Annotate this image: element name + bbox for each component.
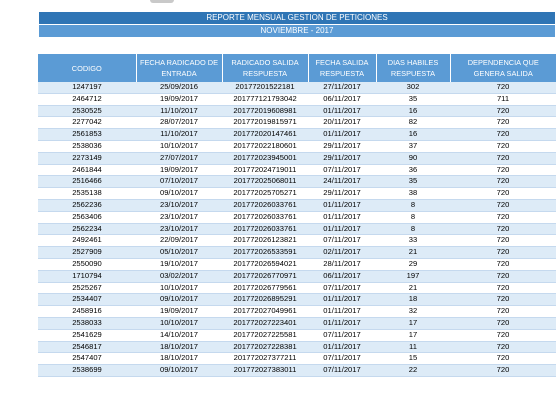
cell-fecha-salida: 07/11/2017 (308, 164, 376, 176)
cell-radicado-salida: 201772026033761 (222, 199, 308, 211)
cell-codigo: 1710794 (38, 270, 136, 282)
cell-dependencia: 720 (450, 211, 556, 223)
spacer-row (38, 38, 556, 54)
cell-dias-habiles: 21 (376, 247, 450, 259)
cell-codigo: 2525267 (38, 282, 136, 294)
table-row (38, 270, 556, 282)
cell-radicado-salida: 201772023945001 (222, 152, 308, 164)
report-period: NOVIEMBRE - 2017 (38, 24, 556, 38)
cell-dias-habiles: 8 (376, 199, 450, 211)
table-row (38, 235, 556, 247)
cell-fecha-radicado: 19/09/2017 (136, 164, 222, 176)
cell-radicado-salida: 201772025068011 (222, 176, 308, 188)
cell-dependencia: 720 (450, 105, 556, 117)
cell-dias-habiles: 22 (376, 365, 450, 377)
table-row (38, 164, 556, 176)
cell-codigo: 2527909 (38, 247, 136, 259)
table-row (38, 258, 556, 270)
cell-fecha-salida: 07/11/2017 (308, 282, 376, 294)
cell-dependencia: 720 (450, 294, 556, 306)
cell-fecha-radicado: 11/10/2017 (136, 129, 222, 141)
cell-dependencia: 720 (450, 306, 556, 318)
cell-radicado-salida: 201772027228381 (222, 341, 308, 353)
cell-dependencia: 720 (450, 341, 556, 353)
cell-dias-habiles: 8 (376, 223, 450, 235)
cell-dias-habiles: 90 (376, 152, 450, 164)
cell-fecha-radicado: 22/09/2017 (136, 235, 222, 247)
header-row (38, 54, 556, 82)
cell-dependencia: 720 (450, 247, 556, 259)
cell-radicado-salida: 201772019608981 (222, 105, 308, 117)
report-sheet (38, 11, 556, 377)
cell-codigo: 2538699 (38, 365, 136, 377)
cell-fecha-salida: 01/11/2017 (308, 129, 376, 141)
cell-fecha-radicado: 09/10/2017 (136, 188, 222, 200)
cell-radicado-salida: 201772026895291 (222, 294, 308, 306)
header-dependencia: DEPENDENCIA QUE GENERA SALIDA (450, 54, 556, 82)
cell-fecha-radicado: 23/10/2017 (136, 199, 222, 211)
header-codigo: CODIGO (38, 54, 136, 82)
cell-radicado-salida: 201772027377211 (222, 353, 308, 365)
cell-fecha-salida: 01/11/2017 (308, 341, 376, 353)
cell-radicado-salida: 201772019815971 (222, 117, 308, 129)
report-title: REPORTE MENSUAL GESTION DE PETICIONES (38, 11, 556, 24)
cell-dias-habiles: 17 (376, 329, 450, 341)
cell-dias-habiles: 36 (376, 164, 450, 176)
cell-dependencia: 720 (450, 199, 556, 211)
cell-radicado-salida: 201772027049961 (222, 306, 308, 318)
cell-fecha-salida: 27/11/2017 (308, 82, 376, 93)
cell-fecha-salida: 06/11/2017 (308, 93, 376, 105)
cell-fecha-salida: 01/11/2017 (308, 211, 376, 223)
cell-dias-habiles: 18 (376, 294, 450, 306)
cell-radicado-salida: 201772026779561 (222, 282, 308, 294)
cell-dependencia: 720 (450, 164, 556, 176)
cell-dias-habiles: 37 (376, 140, 450, 152)
cell-codigo: 2492461 (38, 235, 136, 247)
cell-codigo: 2277042 (38, 117, 136, 129)
cell-dependencia: 720 (450, 117, 556, 129)
cell-fecha-radicado: 10/10/2017 (136, 140, 222, 152)
cell-dependencia: 720 (450, 365, 556, 377)
cell-radicado-salida: 201772026123821 (222, 235, 308, 247)
cell-dependencia: 720 (450, 223, 556, 235)
cell-dependencia: 720 (450, 270, 556, 282)
cell-radicado-salida: 201772027225581 (222, 329, 308, 341)
cell-fecha-salida: 07/11/2017 (308, 365, 376, 377)
cell-radicado-salida: 201772027223401 (222, 317, 308, 329)
table-row (38, 117, 556, 129)
table-row (38, 176, 556, 188)
cell-dias-habiles: 35 (376, 176, 450, 188)
cell-fecha-radicado: 28/07/2017 (136, 117, 222, 129)
cell-fecha-radicado: 23/10/2017 (136, 211, 222, 223)
table-row (38, 188, 556, 200)
cell-dias-habiles: 38 (376, 188, 450, 200)
cell-fecha-radicado: 23/10/2017 (136, 223, 222, 235)
cell-dependencia: 720 (450, 258, 556, 270)
cell-dependencia: 711 (450, 93, 556, 105)
table-row (38, 140, 556, 152)
cell-dias-habiles: 11 (376, 341, 450, 353)
cell-dias-habiles: 302 (376, 82, 450, 93)
header-fecha-radicado: FECHA RADICADO DE ENTRADA (136, 54, 222, 82)
cell-dependencia: 720 (450, 329, 556, 341)
cell-dependencia: 720 (450, 82, 556, 93)
cell-fecha-salida: 06/11/2017 (308, 270, 376, 282)
cell-codigo: 2538033 (38, 317, 136, 329)
cell-dias-habiles: 197 (376, 270, 450, 282)
cell-dependencia: 720 (450, 282, 556, 294)
cell-fecha-salida: 24/11/2017 (308, 176, 376, 188)
cell-fecha-salida: 20/11/2017 (308, 117, 376, 129)
cell-fecha-radicado: 03/02/2017 (136, 270, 222, 282)
cell-codigo: 2562236 (38, 199, 136, 211)
cell-fecha-radicado: 18/10/2017 (136, 353, 222, 365)
cell-fecha-radicado: 14/10/2017 (136, 329, 222, 341)
cell-fecha-radicado: 19/09/2017 (136, 93, 222, 105)
cell-fecha-salida: 01/11/2017 (308, 105, 376, 117)
cell-radicado-salida: 201772027383011 (222, 365, 308, 377)
cell-dependencia: 720 (450, 353, 556, 365)
table-row (38, 105, 556, 117)
cell-fecha-radicado: 09/10/2017 (136, 294, 222, 306)
cell-fecha-salida: 29/11/2017 (308, 188, 376, 200)
cell-fecha-radicado: 09/10/2017 (136, 365, 222, 377)
cell-fecha-salida: 02/11/2017 (308, 247, 376, 259)
cell-codigo: 2516466 (38, 176, 136, 188)
cell-fecha-salida: 07/11/2017 (308, 353, 376, 365)
cell-dependencia: 720 (450, 129, 556, 141)
cell-radicado-salida: 201772025705271 (222, 188, 308, 200)
cell-codigo: 2541629 (38, 329, 136, 341)
cell-dias-habiles: 8 (376, 211, 450, 223)
petitions-table (38, 54, 556, 377)
cell-dias-habiles: 35 (376, 93, 450, 105)
table-row (38, 365, 556, 377)
cell-radicado-salida: 20177201522181 (222, 82, 308, 93)
cell-fecha-radicado: 19/09/2017 (136, 306, 222, 318)
table-row (38, 282, 556, 294)
cell-fecha-radicado: 18/10/2017 (136, 341, 222, 353)
cell-radicado-salida: 201777121793042 (222, 93, 308, 105)
cell-fecha-salida: 01/11/2017 (308, 294, 376, 306)
cell-dependencia: 720 (450, 152, 556, 164)
table-row (38, 306, 556, 318)
table-row (38, 329, 556, 341)
cell-fecha-salida: 28/11/2017 (308, 258, 376, 270)
cell-codigo: 2534407 (38, 294, 136, 306)
cell-radicado-salida: 201772026770971 (222, 270, 308, 282)
cell-fecha-radicado: 10/10/2017 (136, 282, 222, 294)
cell-codigo: 2461844 (38, 164, 136, 176)
header-radicado-salida: RADICADO SALIDA RESPUESTA (222, 54, 308, 82)
table-row (38, 317, 556, 329)
cell-dependencia: 720 (450, 140, 556, 152)
table-row (38, 211, 556, 223)
cell-fecha-radicado: 07/10/2017 (136, 176, 222, 188)
top-decoration (150, 0, 174, 3)
cell-radicado-salida: 201772026533591 (222, 247, 308, 259)
cell-radicado-salida: 201772022180601 (222, 140, 308, 152)
cell-fecha-radicado: 05/10/2017 (136, 247, 222, 259)
cell-dependencia: 720 (450, 235, 556, 247)
cell-radicado-salida: 201772024719011 (222, 164, 308, 176)
cell-codigo: 2538036 (38, 140, 136, 152)
cell-fecha-radicado: 11/10/2017 (136, 105, 222, 117)
cell-fecha-salida: 01/11/2017 (308, 223, 376, 235)
cell-dependencia: 720 (450, 176, 556, 188)
cell-codigo: 2546817 (38, 341, 136, 353)
cell-fecha-radicado: 19/10/2017 (136, 258, 222, 270)
cell-radicado-salida: 201772026594021 (222, 258, 308, 270)
cell-fecha-radicado: 27/07/2017 (136, 152, 222, 164)
table-row (38, 223, 556, 235)
table-row (38, 199, 556, 211)
table-row (38, 353, 556, 365)
cell-codigo: 2273149 (38, 152, 136, 164)
cell-dias-habiles: 29 (376, 258, 450, 270)
cell-fecha-salida: 29/11/2017 (308, 152, 376, 164)
cell-fecha-salida: 01/11/2017 (308, 199, 376, 211)
cell-codigo: 2563406 (38, 211, 136, 223)
table-body (38, 82, 556, 376)
cell-dependencia: 720 (450, 188, 556, 200)
cell-codigo: 2550090 (38, 258, 136, 270)
cell-dias-habiles: 17 (376, 317, 450, 329)
header-fecha-salida: FECHA SALIDA RESPUESTA (308, 54, 376, 82)
table-row (38, 341, 556, 353)
cell-codigo: 2561853 (38, 129, 136, 141)
table-row (38, 82, 556, 93)
cell-radicado-salida: 201772020147461 (222, 129, 308, 141)
cell-codigo: 2535138 (38, 188, 136, 200)
cell-dias-habiles: 16 (376, 129, 450, 141)
header-dias-habiles: DIAS HABILES RESPUESTA (376, 54, 450, 82)
table-row (38, 294, 556, 306)
cell-dias-habiles: 82 (376, 117, 450, 129)
cell-dias-habiles: 32 (376, 306, 450, 318)
cell-dias-habiles: 33 (376, 235, 450, 247)
cell-codigo: 2458916 (38, 306, 136, 318)
cell-fecha-radicado: 25/09/2016 (136, 82, 222, 93)
cell-fecha-salida: 07/11/2017 (308, 235, 376, 247)
table-row (38, 247, 556, 259)
cell-fecha-salida: 29/11/2017 (308, 140, 376, 152)
cell-dias-habiles: 21 (376, 282, 450, 294)
table-row (38, 93, 556, 105)
cell-fecha-salida: 01/11/2017 (308, 306, 376, 318)
cell-codigo: 2464712 (38, 93, 136, 105)
cell-codigo: 2547407 (38, 353, 136, 365)
cell-codigo: 1247197 (38, 82, 136, 93)
cell-codigo: 2562234 (38, 223, 136, 235)
table-row (38, 129, 556, 141)
cell-codigo: 2530525 (38, 105, 136, 117)
cell-radicado-salida: 201772026033761 (222, 211, 308, 223)
cell-radicado-salida: 201772026033761 (222, 223, 308, 235)
table-row (38, 152, 556, 164)
cell-dias-habiles: 16 (376, 105, 450, 117)
cell-fecha-salida: 01/11/2017 (308, 317, 376, 329)
cell-dias-habiles: 15 (376, 353, 450, 365)
cell-fecha-salida: 07/11/2017 (308, 329, 376, 341)
cell-dependencia: 720 (450, 317, 556, 329)
cell-fecha-radicado: 10/10/2017 (136, 317, 222, 329)
